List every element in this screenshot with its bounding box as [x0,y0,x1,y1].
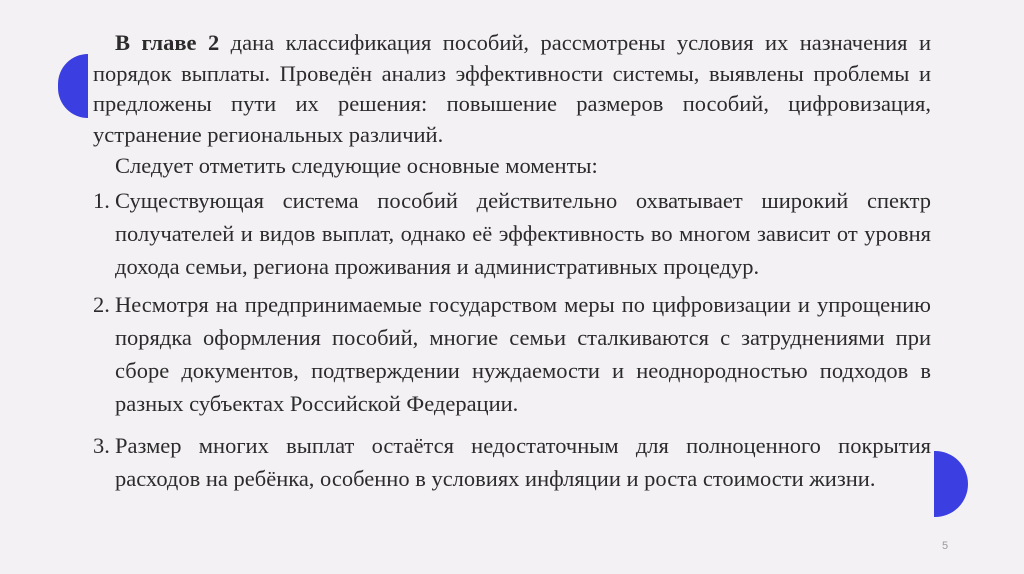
summary-paragraph [93,28,931,150]
list-item [93,184,931,283]
list-item [93,429,931,495]
page-number: 5 [942,540,949,552]
slide-body [93,28,931,495]
moments-intro: Следует отметить следующие основные моменты: [115,153,598,178]
list-item-text: Несмотря на предпринимаемые государством меры по цифровизации и упрощению порядка оформления пособий, многие семьи сталкиваются с затруднениями при сборе документов, подтверждении нуждаемости и неоднородностью подходов в разных субъектах Российской Федерации. [115,291,931,416]
chapter-reference: В главе 2 [115,30,220,55]
list-item-text: Существующая система пособий действительно охватывает широкий спектр получателей и видов выплат, однако её эффективность во многом зависит от уровня дохода семьи, региона проживания и административных процедур. [115,187,931,279]
list-item-number: 1. [93,187,110,213]
right-semicircle-decoration [934,451,968,517]
summary-text: дана классификация пособий, рассмотрены условия их назначения и порядок выплаты. Проведён анализ эффективности системы, выявлены проблемы и предложены пути их решения: повышение размеров пособий, цифровизация, устранение региональных различий. [93,30,932,147]
list-item [93,288,931,420]
left-semicircle-decoration [58,54,88,118]
list-item-text: Размер многих выплат остаётся недостаточным для полноценного покрытия расходов на ребёнка, особенно в условиях инфляции и роста стоимости жизни. [115,432,931,491]
list-item-number: 3. [93,432,110,458]
list-item-number: 2. [93,291,110,317]
